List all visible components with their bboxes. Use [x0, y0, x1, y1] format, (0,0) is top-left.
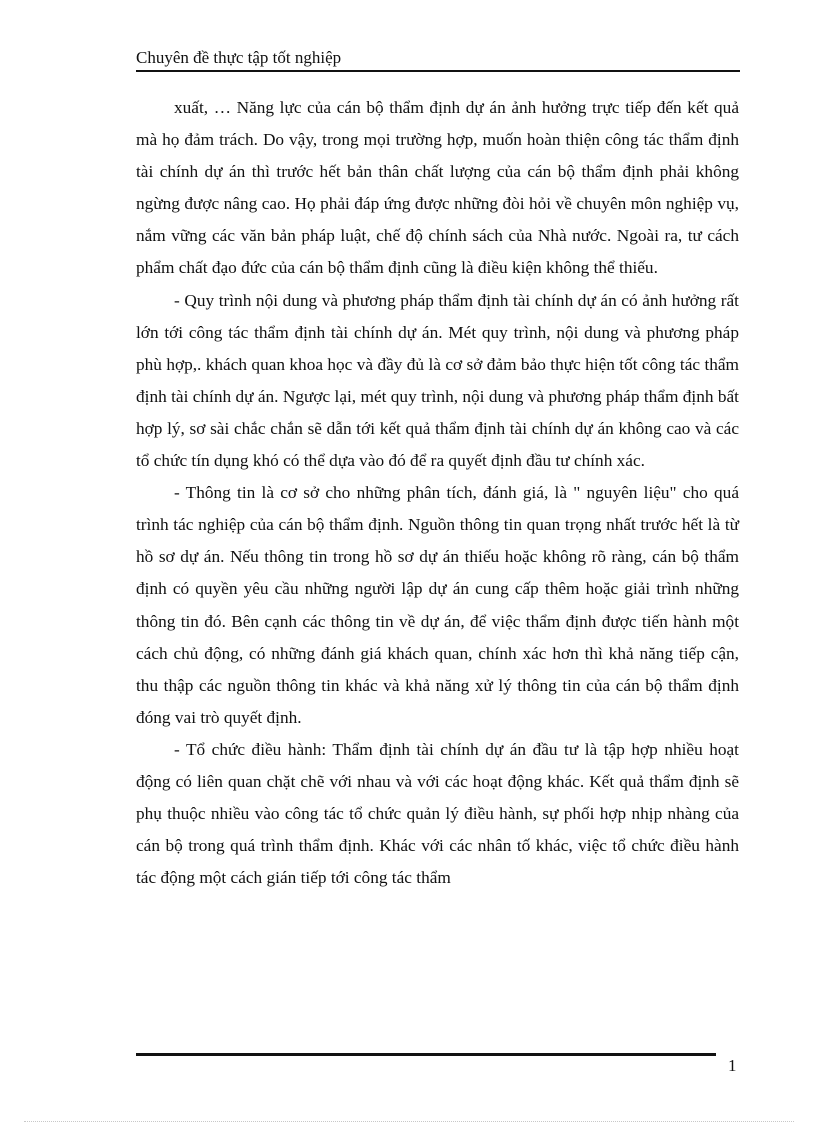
paragraph-2: - Quy trình nội dung và phương pháp thẩm định tài chính dự án có ảnh hưởng rất lớn tới công tác thẩm định tài chính dự án. Mét quy trình, nội dung và phương pháp phù hợp,. khách quan khoa học và đầy đủ là cơ sở đảm bảo thực hiện tốt công tác thẩm định tài chính dự án. Ngược lại, mét quy trình, nội dung và phương pháp thẩm định bất hợp lý, sơ sài chắc chắn sẽ dẫn tới kết quả thẩm định tài chính dự án không cao và các tổ chức tín dụng khó có thể dựa vào đó để ra quyết định đầu tư chính xác. — [136, 290, 739, 471]
paragraph-3: - Thông tin là cơ sở cho những phân tích, đánh giá, là " nguyên liệu" cho quá trình tác nghiệp của cán bộ thẩm định. Nguồn thông tin quan trọng nhất trước hết là từ hồ sơ dự án. Nếu thông tin trong hồ sơ dự án thiếu hoặc không rõ ràng, cán bộ thẩm định có quyền yêu cầu những người lập dự án cung cấp thêm hoặc giải trình những thông tin đó. Bên cạnh các thông tin về dự án, để việc thẩm định được tiến hành một cách chủ động, có những đánh giá khách quan, chính xác hơn thì khả năng tiếp cận, thu thập các nguồn thông tin khác và khả năng xử lý thông tin của cán bộ thẩm định đóng vai trò quyết định. — [136, 483, 739, 727]
header-divider — [136, 70, 740, 72]
paragraph-1: xuất, … Năng lực của cán bộ thẩm định dự án ảnh hưởng trực tiếp đến kết quả mà họ đảm trách. Do vậy, trong mọi trường hợp, muốn hoàn thiện công tác thẩm định tài chính dự án thì trước hết bản thân chất lượng của cán bộ thẩm định phải không ngừng được nâng cao. Họ phải đáp ứng được những đòi hỏi về chuyên môn nghiệp vụ, nắm vững các văn bản pháp luật, chế độ chính sách của Nhà nước. Ngoài ra, tư cách phẩm chất đạo đức của cán bộ thẩm định cũng là điều kiện không thể thiếu. — [136, 98, 739, 278]
paragraph-4: - Tổ chức điều hành: Thẩm định tài chính dự án đầu tư là tập hợp nhiều hoạt động có liên quan chặt chẽ với nhau và với các hoạt động khác. Kết quả thẩm định sẽ phụ thuộc nhiều vào công tác tổ chức quản lý điều hành, sự phối hợp nhịp nhàng của cán bộ trong quá trình thẩm định. Khác với các nhân tố khác, việc tổ chức điều hành tác động một cách gián tiếp tới công tác thẩm — [136, 739, 739, 888]
page-number: 1 — [728, 1056, 737, 1075]
document-body — [136, 92, 739, 894]
page-header-title: Chuyên đề thực tập tốt nghiệp — [136, 48, 342, 67]
footer-divider — [136, 1053, 716, 1056]
page-edge-dotted-line — [24, 1121, 794, 1122]
